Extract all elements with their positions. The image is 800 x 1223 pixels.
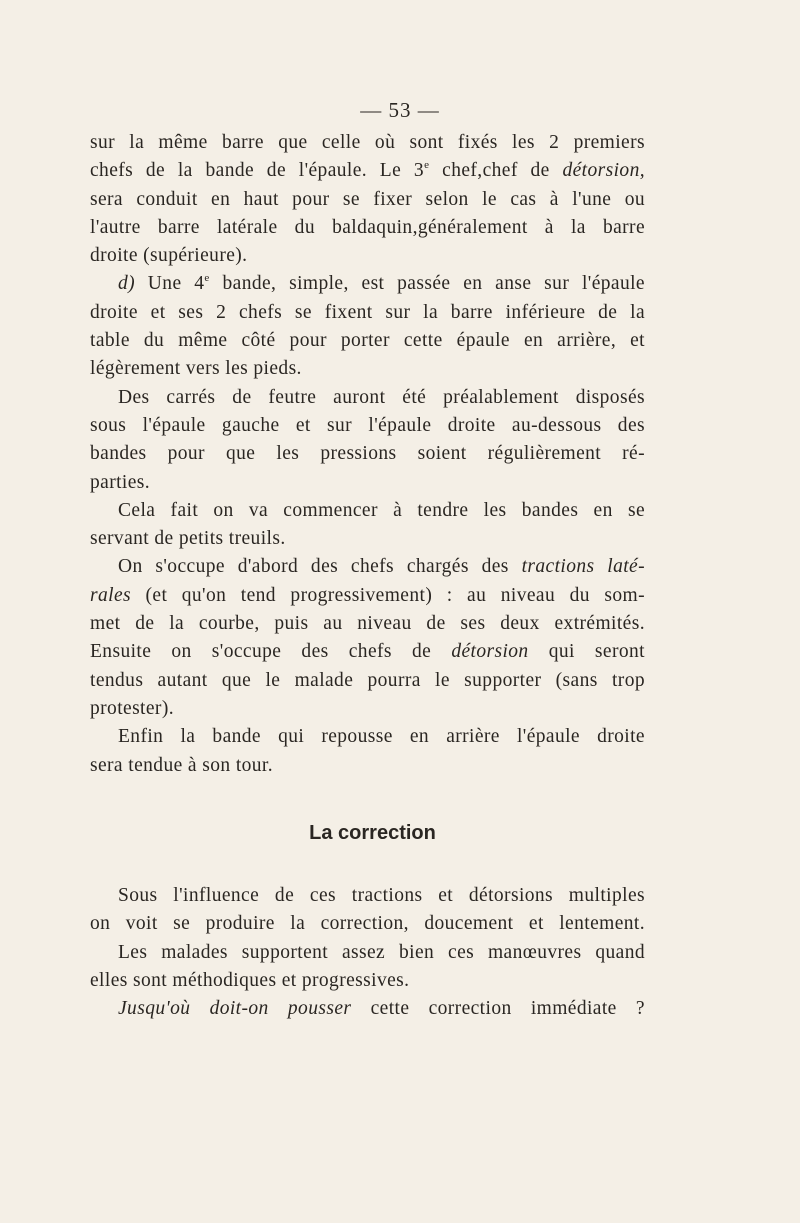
text-run: tendus autant que le malade pourra le supporter (sans trop (90, 669, 645, 691)
text-line (90, 995, 645, 1023)
body-text-lower (90, 882, 645, 1023)
text-line (90, 723, 645, 751)
text-line (90, 412, 645, 440)
text-run: servant de petits treuils. (90, 528, 286, 550)
text-run: On s'occupe d'abord des chefs chargés des (118, 556, 522, 578)
text-line (90, 157, 645, 185)
text-line (90, 967, 645, 995)
text-run: Les malades supportent assez bien ces manœuvres quand (118, 941, 645, 963)
text-run: qui seront (528, 641, 645, 663)
text-line (90, 469, 645, 497)
italic-term: Jusqu'où doit-on pousser (118, 998, 352, 1020)
text-run: sous l'épaule gauche et sur l'épaule droite au-dessous des (90, 414, 645, 436)
text-run: bande, simple, est passée en anse sur l'épaule (209, 273, 645, 295)
superscript: e (204, 272, 210, 285)
text-line (90, 582, 645, 610)
text-run: table du même côté pour porter cette épaule en arrière, et (90, 330, 645, 352)
text-line (90, 384, 645, 412)
text-line (90, 214, 645, 242)
text-line (90, 497, 645, 525)
text-run: légèrement vers les pieds. (90, 358, 302, 380)
text-run: Sous l'influence de ces tractions et détorsions multiples (118, 885, 645, 906)
text-line (90, 242, 645, 270)
text-line (90, 186, 645, 214)
text-line (90, 752, 645, 780)
italic-term: détorsion, (562, 160, 645, 182)
text-run: Une 4 (135, 273, 205, 295)
italic-term: rales (90, 584, 131, 606)
section-heading: La correction (309, 822, 436, 844)
text-line (90, 695, 645, 723)
text-line (90, 939, 645, 967)
italic-term: détorsion (451, 641, 529, 663)
text-run: sur la même barre que celle où sont fixés les 2 premiers (90, 132, 645, 153)
text-run: sera tendue à son tour. (90, 754, 274, 776)
text-run: bandes pour que les pressions soient régulièrement ré- (90, 443, 645, 465)
superscript: e (424, 159, 430, 172)
text-line (90, 129, 645, 157)
text-run: droite (supérieure). (90, 245, 248, 267)
text-line (90, 270, 645, 298)
text-run: chefs de la bande de l'épaule. Le 3 (90, 160, 425, 182)
text-line (90, 910, 645, 938)
italic-term: tractions laté- (521, 556, 646, 578)
italic-term: d) (118, 273, 136, 295)
text-line (90, 525, 645, 553)
text-line (90, 440, 645, 468)
body-text-upper (90, 129, 645, 780)
text-line (90, 882, 645, 910)
text-run: Des carrés de feutre auront été préalablement disposés (118, 386, 645, 408)
text-line (90, 667, 645, 695)
text-run: met de la courbe, puis au niveau de ses deux extrémités. (90, 613, 645, 635)
text-run: (et qu'on tend progressivement) : au niveau du som- (131, 584, 645, 606)
text-run: elles sont méthodiques et progressives. (90, 969, 410, 991)
text-line (90, 610, 645, 638)
text-run: chef,chef de (429, 160, 563, 182)
text-run: l'autre barre latérale du baldaquin,généralement à la barre (90, 216, 645, 238)
text-line (90, 355, 645, 383)
text-run: Ensuite on s'occupe des chefs de (90, 641, 452, 663)
text-run: protester). (90, 697, 174, 719)
text-run: on voit se produire la correction, doucement et lentement. (90, 913, 645, 935)
text-run: cette correction immédiate ? (351, 998, 645, 1020)
text-line (90, 553, 645, 581)
page-number: — 53 — (360, 98, 440, 122)
text-run: parties. (90, 471, 151, 493)
text-run: droite et ses 2 chefs se fixent sur la barre inférieure de la (90, 301, 645, 323)
text-run: sera conduit en haut pour se fixer selon le cas à l'une ou (90, 188, 645, 210)
text-line (90, 327, 645, 355)
text-line (90, 638, 645, 666)
text-run: Cela fait on va commencer à tendre les bandes en se (118, 499, 645, 521)
text-line (90, 299, 645, 327)
text-run: Enfin la bande qui repousse en arrière l'épaule droite (118, 726, 645, 748)
